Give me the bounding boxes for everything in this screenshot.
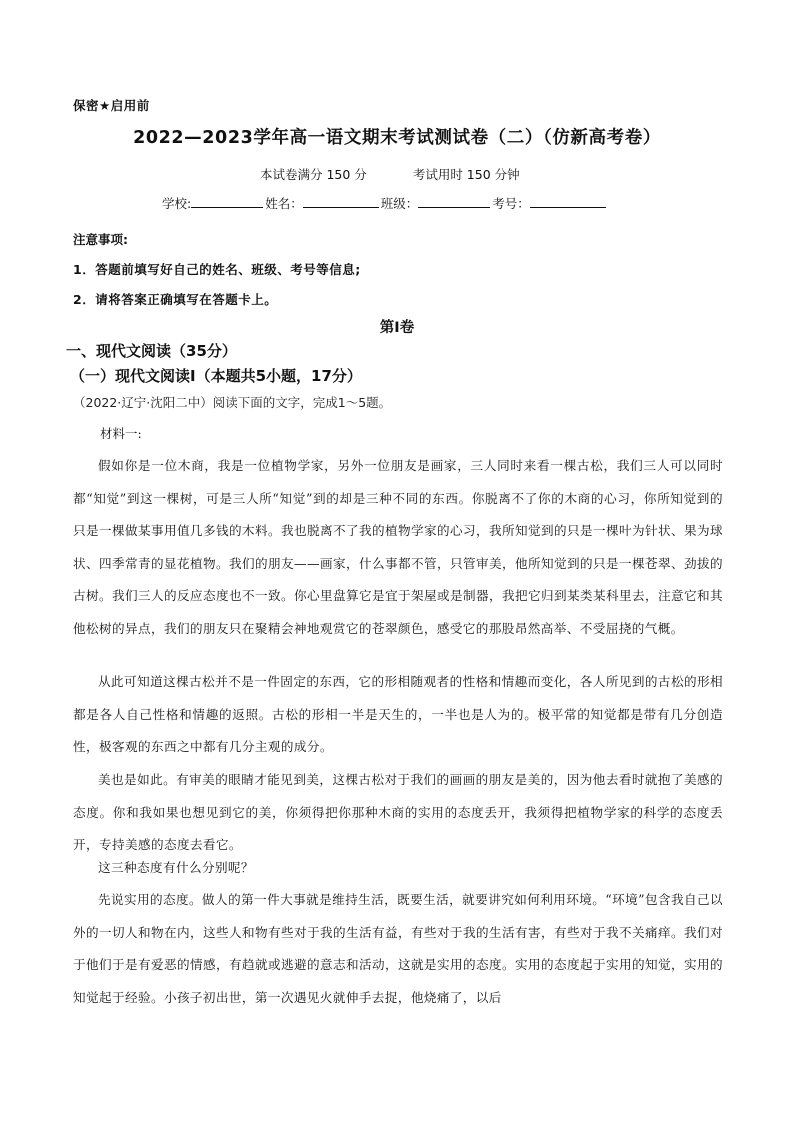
- notice-heading: 注意事项:: [73, 232, 128, 247]
- name-blank: [303, 195, 379, 208]
- exam-meta: [260, 165, 520, 183]
- passage-paragraph: 这三种态度有什么分别呢？: [98, 860, 254, 875]
- exam-title: 2022—2023学年高一语文期末考试测试卷（二）（仿新高考卷）: [133, 128, 661, 148]
- volume-heading: 第I卷: [379, 320, 415, 336]
- school-blank: [191, 195, 263, 208]
- student-info-fields: [162, 194, 608, 212]
- material-label: 材料一:: [100, 426, 142, 441]
- full-score-text: 本试卷满分 150 分: [260, 167, 367, 182]
- exam-time-text: 考试用时 150 分钟: [412, 167, 520, 182]
- exam-no-blank: [530, 195, 606, 208]
- school-label: 学校:: [162, 196, 192, 211]
- passage-paragraph: 从此可知道这棵古松并不是一件固定的东西，它的形相随观者的性格和情趣而变化，各人所见到的古松的形相都是各人自己性格和情趣的返照。古松的形相一半是天生的，一半也是人为的。极平常的知觉都是带有几分创造性，极客观的东西之中都有几分主观的成分。: [73, 674, 723, 754]
- subsection-heading: （一）现代文阅读I（本题共5小题，17分）: [70, 367, 362, 385]
- question-source: （2022·辽宁·沈阳二中）阅读下面的文字，完成1～5题。: [73, 395, 392, 410]
- notice-item: 1．答题前填写好自己的姓名、班级、考号等信息;: [73, 262, 361, 277]
- class-label: 班级：: [380, 196, 419, 211]
- passage-paragraph: 先说实用的态度。做人的第一件大事就是维持生活，既要生活，就要讲究如何利用环境。“环境”包含我自己以外的一切人和物在内，这些人和物有些对于我的生活有益，有些对于我的生活有害，有些对于我不关痛痒。我们对于他们于是有爱恶的情感，有趋就或逃避的意志和活动，这就是实用的态度。实用的态度起于实用的知觉，实用的知觉起于经验。小孩子初出世，第一次遇见火就伸手去捉，他烧痛了，以后: [73, 892, 723, 1005]
- notice-item: 2．请将答案正确填写在答题卡上。: [73, 292, 278, 307]
- section-heading: 一、现代文阅读（35分）: [66, 342, 237, 360]
- name-label: 姓名：: [265, 196, 303, 211]
- exam-no-label: 考号：: [492, 196, 530, 211]
- class-blank: [418, 195, 490, 208]
- confidential-mark: 保密★启用前: [73, 98, 150, 113]
- passage-paragraph: 假如你是一位木商，我是一位植物学家，另外一位朋友是画家，三人同时来看一棵古松，我们三人可以同时都“知觉”到这一棵树，可是三人所“知觉”到的却是三种不同的东西。你脱离不了你的木商的心习，你所知觉到的只是一棵做某事用值几多钱的木料。我也脱离不了我的植物学家的心习，我所知觉到的只是一棵叶为针状、果为球状、四季常青的显花植物。我们的朋友——画家，什么事都不管，只管审美，他所知觉到的只是一棵苍翠、劲拔的古树。我们三人的反应态度也不一致。你心里盘算它是宜于架屋或是制器，我把它归到某类某科里去，注意它和其他松树的异点，我们的朋友只在聚精会神地观赏它的苍翠颜色，感受它的那股昂然高举、不受屈挠的气概。: [73, 458, 723, 636]
- passage-paragraph: 美也是如此。有审美的眼睛才能见到美，这棵古松对于我们的画画的朋友是美的，因为他去看时就抱了美感的态度。你和我如果也想见到它的美，你须得把你那种木商的实用的态度丢开，我须得把植物学家的科学的态度丢开，专持美感的态度去看它。: [73, 772, 723, 852]
